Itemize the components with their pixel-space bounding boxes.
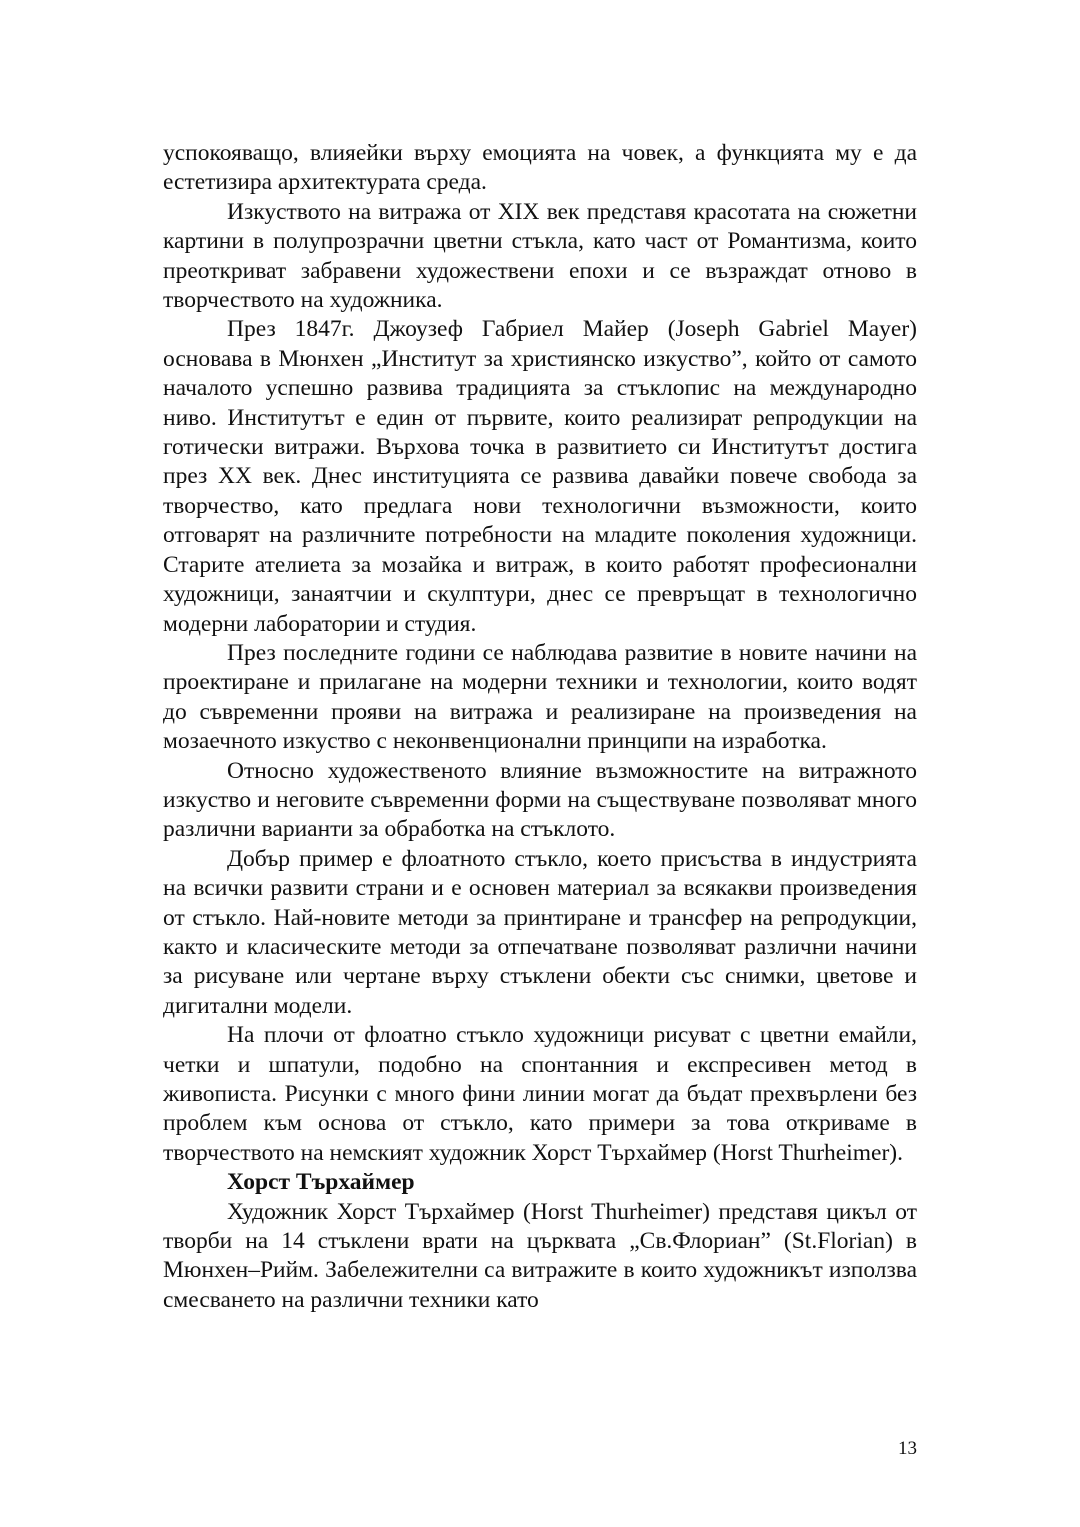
- section-heading: Хорст Търхаймер: [227, 1169, 415, 1196]
- page-number: 13: [898, 1438, 917, 1459]
- paragraph-1: успокояващо, влияейки върху емоцията на човек, а функцията му е да естетизира архитектурата среда.: [163, 140, 917, 196]
- paragraph-7: На плочи от флоатно стъкло художници рисуват с цветни емайли, четки и шпатули, подобно на спонтанния и експресивен метод в живописта. Рисунки с много фини линии могат да бъдат прехвърлени без проблем към основа от стъкло, като примери за това откриваме в творчеството на немският художник Хорст Търхаймер (Horst Thurheimer).: [163, 1022, 917, 1166]
- paragraph-8: Художник Хорст Търхаймер (Horst Thurheimer) представя цикъл от творби на 14 стъклени врати на църквата „Св.Флориан” (St.Florian) в Мюнхен–Рийм. Забележителни са витражите в които художникът използва смесването на различни техники като: [163, 1198, 917, 1313]
- paragraph-4: През последните години се наблюдава развитие в новите начини на проектиране и прилагане на модерни техники и технологии, които водят до съвременни прояви на витража и реализиране на произведения на мозаечното изкуство с неконвенционални принципи на изработка.: [163, 639, 917, 755]
- paragraph-5: Относно художественото влияние възможностите на витражното изкуство и неговите съвременни форми на съществуване позволяват много различни варианти за обработка на стъклото.: [163, 757, 917, 843]
- paragraph-6: Добър пример е флоатното стъкло, което присъства в индустрията на всички развити страни и е основен материал за всякакви произведения от стъкло. Най-новите методи за принтиране и трансфер на репродукции, както и класическите методи за отпечатване позволяват различни начини за рисуване или чертане върху стъклени обекти със снимки, цветове и дигитални модели.: [163, 845, 917, 1019]
- document-body: [163, 139, 917, 1315]
- paragraph-3: През 1847г. Джоузеф Габриел Майер (Joseph Gabriel Mayer) основава в Мюнхен „Институт за християнско изкуство”, който от самото началото успешно развива традицията за стъклопис на международно ниво. Институтът е един от първите, които реализират репродукции на готически витражи. Върхова точка в развитието си Институтът достига през XX век. Днес институцията се развива давайки повече свобода за творчество, като предлага нови технологични възможности, които отговарят на различните потребности на младите поколения художници. Старите ателиета за мозайка и витраж, в които работят професионални художници, занаятчии и скулптури, днес се превръщат в технологично модерни лаборатории и студия.: [163, 316, 917, 637]
- paragraph-2: Изкуството на витража от XIX век представя красотата на сюжетни картини в полупрозрачни цветни стъкла, като част от Романтизма, които преоткриват забравени художествени епохи и се възраждат отново в творчеството на художника.: [163, 198, 917, 314]
